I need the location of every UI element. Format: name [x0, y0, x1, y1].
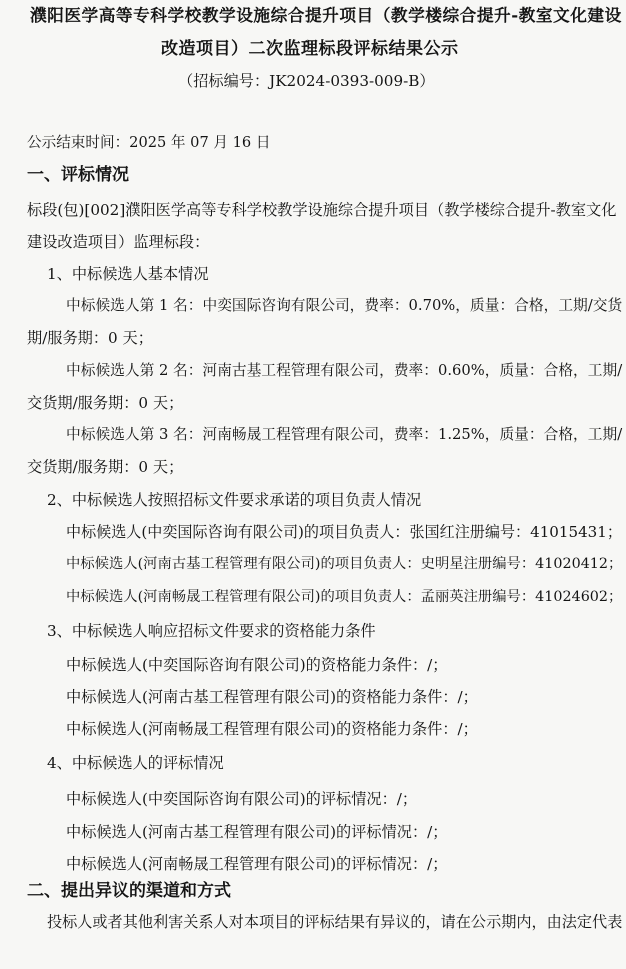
- evaluation-1: 中标候选人(中奕国际咨询有限公司)的评标情况：/；: [66, 790, 418, 808]
- manager-1: 中标候选人(中奕国际咨询有限公司)的项目负责人：张国红注册编号：41015431；: [66, 523, 622, 541]
- qualification-1: 中标候选人(中奕国际咨询有限公司)的资格能力条件：/；: [66, 656, 448, 674]
- title-line-2: 改造项目）二次监理标段评标结果公示: [161, 39, 459, 59]
- notice-end-time: 公示结束时间：2025 年 07 月 16 日: [27, 134, 271, 151]
- candidate-1-line-2: 期/服务期：0 天；: [27, 329, 153, 347]
- section-1-heading: 一、评标情况: [27, 165, 129, 185]
- candidate-2-line-1: 中标候选人第 2 名：河南古基工程管理有限公司，费率：0.60%，质量：合格，工期/: [66, 362, 623, 379]
- candidate-1-line-1: 中标候选人第 1 名：中奕国际咨询有限公司，费率：0.70%，质量：合格，工期/交货: [66, 297, 623, 314]
- section-2-heading: 二、提出异议的渠道和方式: [27, 881, 231, 901]
- candidate-3-line-2: 交货期/服务期：0 天；: [27, 458, 184, 476]
- subsection-2-heading: 2、中标候选人按照招标文件要求承诺的项目负责人情况: [47, 491, 422, 509]
- tender-number: （招标编号：JK2024-0393-009-B）: [178, 72, 435, 90]
- manager-2: 中标候选人(河南古基工程管理有限公司)的项目负责人：史明星注册编号：41020412；: [66, 556, 623, 572]
- objection-line: 投标人或者其他利害关系人对本项目的评标结果有异议的，请在公示期内，由法定代表: [47, 913, 623, 931]
- subsection-1-heading: 1、中标候选人基本情况: [47, 265, 209, 283]
- evaluation-2: 中标候选人(河南古基工程管理有限公司)的评标情况：/；: [66, 823, 448, 841]
- subsection-3-heading: 3、中标候选人响应招标文件要求的资格能力条件: [47, 622, 376, 640]
- qualification-2: 中标候选人(河南古基工程管理有限公司)的资格能力条件：/；: [66, 688, 478, 706]
- qualification-3: 中标候选人(河南畅晟工程管理有限公司)的资格能力条件：/；: [66, 720, 478, 738]
- candidate-3-line-1: 中标候选人第 3 名：河南畅晟工程管理有限公司，费率：1.25%，质量：合格，工期/: [66, 426, 623, 443]
- evaluation-3: 中标候选人(河南畅晟工程管理有限公司)的评标情况：/；: [66, 855, 448, 873]
- subsection-4-heading: 4、中标候选人的评标情况: [47, 754, 224, 772]
- lot-line-2: 建设改造项目）监理标段：: [27, 233, 210, 251]
- lot-line-1: 标段(包)[002]濮阳医学高等专科学校教学设施综合提升项目（教学楼综合提升-教室文化: [27, 201, 617, 219]
- manager-3: 中标候选人(河南畅晟工程管理有限公司)的项目负责人：孟丽英注册编号：41024602；: [66, 589, 623, 605]
- candidate-2-line-2: 交货期/服务期：0 天；: [27, 394, 184, 412]
- title-line-1: 濮阳医学高等专科学校教学设施综合提升项目（教学楼综合提升-教室文化建设: [30, 5, 622, 25]
